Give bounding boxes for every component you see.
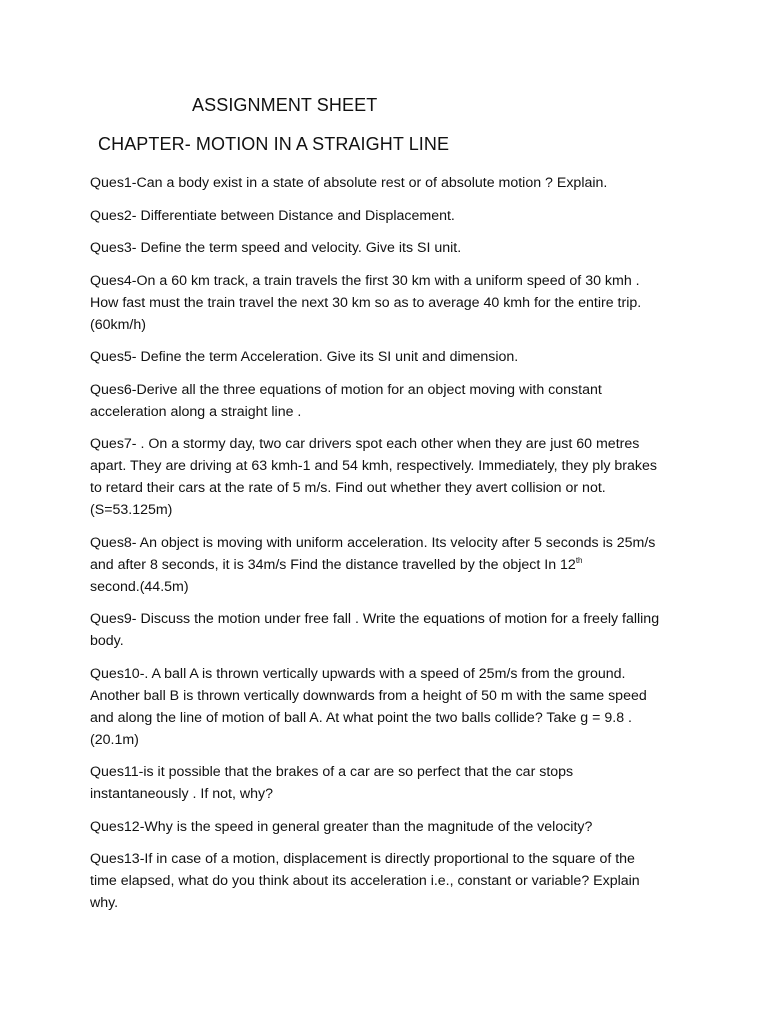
question-line: Ques1-Can a body exist in a state of absolute rest or of absolute motion ? Explain.: [90, 175, 608, 191]
question-8: [90, 532, 690, 598]
question-line: instantaneously . If not, why?: [90, 786, 273, 802]
question-list: [90, 172, 690, 925]
question-line: Ques6-Derive all the three equations of motion for an object moving with constant: [90, 381, 602, 398]
question-line: to retard their cars at the rate of 5 m/s. Find out whether they avert collision or not.: [90, 480, 606, 496]
question-line: Ques13-If in case of a motion, displacement is directly proportional to the square of the: [90, 851, 635, 867]
question-line: Ques8- An object is moving with uniform acceleration. Its velocity after 5 seconds is 25m/s: [90, 534, 656, 551]
question-4: [90, 270, 690, 336]
question-line: Ques12-Why is the speed in general greater than the magnitude of the velocity?: [90, 818, 593, 835]
question-7: [90, 433, 690, 521]
question-line-text: and after 8 seconds, it is 34m/s Find the distance travelled by the object In 12: [90, 556, 576, 573]
question-line-with-superscript: [90, 554, 690, 576]
question-line: Ques3- Define the term speed and velocity. Give its SI unit.: [90, 240, 462, 256]
question-answer: (S=53.125m): [90, 502, 173, 518]
question-line: why.: [90, 895, 119, 911]
chapter-heading: CHAPTER- MOTION IN A STRAIGHT LINE: [98, 134, 450, 154]
question-line: acceleration along a straight line .: [90, 403, 302, 420]
question-9: [90, 608, 690, 652]
question-2: [90, 205, 690, 227]
question-line: body.: [90, 633, 124, 649]
question-line: How fast must the train travel the next 30 km so as to average 40 kmh for the entire trip.: [90, 294, 642, 311]
page-title: ASSIGNMENT SHEET: [192, 95, 378, 115]
question-3: [90, 237, 690, 259]
question-line: Ques4-On a 60 km track, a train travels the first 30 km with a uniform speed of 30 kmh .: [90, 272, 640, 289]
question-13: [90, 848, 690, 914]
question-5: [90, 346, 690, 368]
question-line: apart. They are driving at 63 kmh-1 and 54 kmh, respectively. Immediately, they ply brakes: [90, 458, 657, 474]
question-line: Ques10-. A ball A is thrown vertically upwards with a speed of 25m/s from the ground.: [90, 665, 626, 682]
question-1: [90, 172, 690, 194]
question-10: [90, 663, 690, 751]
question-line: Ques7- . On a stormy day, two car drivers spot each other when they are just 60 metres: [90, 436, 640, 452]
ordinal-superscript: th: [575, 555, 583, 565]
question-12: [90, 816, 690, 838]
question-11: [90, 761, 690, 805]
question-line: Ques11-is it possible that the brakes of a car are so perfect that the car stops: [90, 764, 574, 780]
question-line: Another ball B is thrown vertically downwards from a height of 50 m with the same speed: [90, 687, 647, 704]
question-line: Ques5- Define the term Acceleration. Give its SI unit and dimension.: [90, 349, 519, 365]
question-6: [90, 379, 690, 423]
question-answer: (60km/h): [90, 316, 146, 333]
question-line: time elapsed, what do you think about its acceleration i.e., constant or variable? Explain: [90, 873, 640, 889]
question-answer: second.(44.5m): [90, 578, 189, 595]
question-line: Ques9- Discuss the motion under free fall . Write the equations of motion for a freely falling: [90, 611, 660, 627]
question-answer: (20.1m): [90, 731, 139, 748]
question-line: and along the line of motion of ball A. At what point the two balls collide? Take g = 9.8 .: [90, 709, 632, 726]
question-line: Ques2- Differentiate between Distance and Displacement.: [90, 207, 455, 224]
